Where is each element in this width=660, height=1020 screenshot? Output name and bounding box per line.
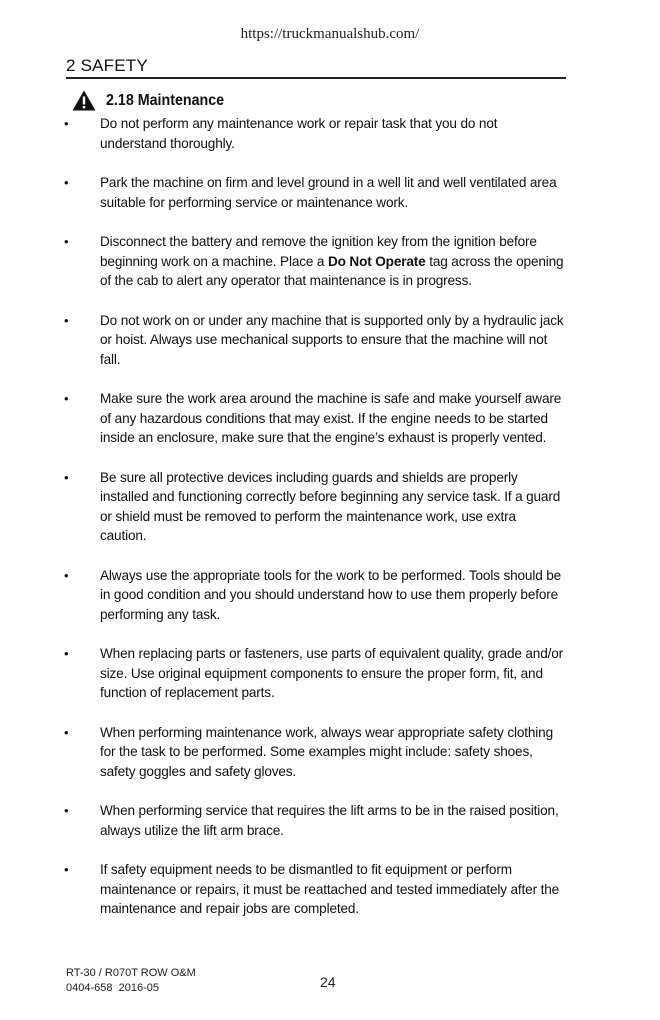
- section-title: 2 SAFETY: [66, 56, 566, 79]
- list-item: [60, 566, 565, 625]
- bullet: •: [64, 391, 69, 406]
- list-item-text: Be sure all protective devices including guards and shields are properly installed and functioning correctly before beginning any service task. If a guard or shield must be removed to perform the maintenance work, use extra caution.: [100, 469, 561, 543]
- list-item-text: Do not perform any maintenance work or repair task that you do not understand thoroughly.: [100, 116, 498, 151]
- list-item-text: [100, 232, 565, 291]
- bullet: •: [64, 469, 69, 485]
- bullet: •: [64, 116, 69, 131]
- list-item-text-pre: Disconnect the battery and remove the ignition key from the ignition before beginning work on a machine. Place a: [100, 234, 537, 269]
- warning-triangle-icon: [72, 90, 96, 111]
- bullet: •: [64, 862, 69, 877]
- subheading: [72, 90, 234, 111]
- bullet: •: [64, 234, 69, 249]
- list-item: [60, 723, 565, 782]
- list-item-text: Always use the appropriate tools for the work to be performed. Tools should be in good condition and you should understand how to use them properly before performing any task.: [100, 567, 562, 622]
- bullet: •: [64, 803, 69, 818]
- subheading-text: 2.18 Maintenance: [106, 91, 225, 109]
- bullet: •: [64, 175, 69, 190]
- footer-doc-info: [66, 966, 196, 996]
- list-item: [60, 801, 565, 840]
- list-item: [60, 232, 565, 291]
- maintenance-list: [60, 114, 565, 939]
- list-item: [60, 860, 565, 919]
- do-not-operate-tag-label: Do Not Operate: [327, 253, 426, 269]
- list-item-text: Make sure the work area around the machine is safe and make yourself aware of any hazardous conditions that may exist. If the engine needs to be started inside an enclosure, make sure that the engine’s exhaust is properly vented.: [100, 391, 562, 445]
- list-item-text: If safety equipment needs to be dismantled to fit equipment or perform maintenance or repairs, it must be reattached and tested immediately after the maintenance and repair jobs are completed.: [100, 862, 560, 916]
- list-item: [60, 311, 565, 370]
- footer-doc-code: 0404-658 2016-05: [66, 982, 159, 994]
- bullet: •: [64, 312, 69, 328]
- list-item-text: When replacing parts or fasteners, use parts of equivalent quality, grade and/or size. Use original equipment components to ensure the proper form, fit, and function of replacement parts.: [100, 646, 564, 700]
- list-item: [60, 173, 565, 212]
- list-item: [60, 114, 565, 153]
- bullet: •: [64, 724, 69, 740]
- source-url: https://truckmanualshub.com/: [240, 26, 420, 42]
- list-item: [60, 389, 565, 448]
- list-item-text: Do not work on or under any machine that is supported only by a hydraulic jack or hoist. Always use mechanical supports to ensure that the machine will not fall.: [100, 312, 564, 367]
- list-item: [60, 644, 565, 703]
- list-item-text: Park the machine on firm and level ground in a well lit and well ventilated area suitable for performing service or maintenance work.: [100, 175, 557, 210]
- list-item: [60, 468, 565, 546]
- page-number: 24: [320, 974, 336, 990]
- list-item-text: When performing service that requires the lift arms to be in the raised position, always utilize the lift arm brace.: [100, 803, 559, 838]
- list-item-text: When performing maintenance work, always wear appropriate safety clothing for the task to be performed. Some examples might include: safety shoes, safety goggles and safety gloves.: [100, 724, 553, 779]
- bullet: •: [64, 646, 69, 661]
- footer-doc-title: RT-30 / R070T ROW O&M: [66, 967, 196, 979]
- list-item-text-post: tag across the opening of the cab to alert any operator that maintenance is in progress.: [100, 253, 564, 288]
- bullet: •: [64, 567, 69, 583]
